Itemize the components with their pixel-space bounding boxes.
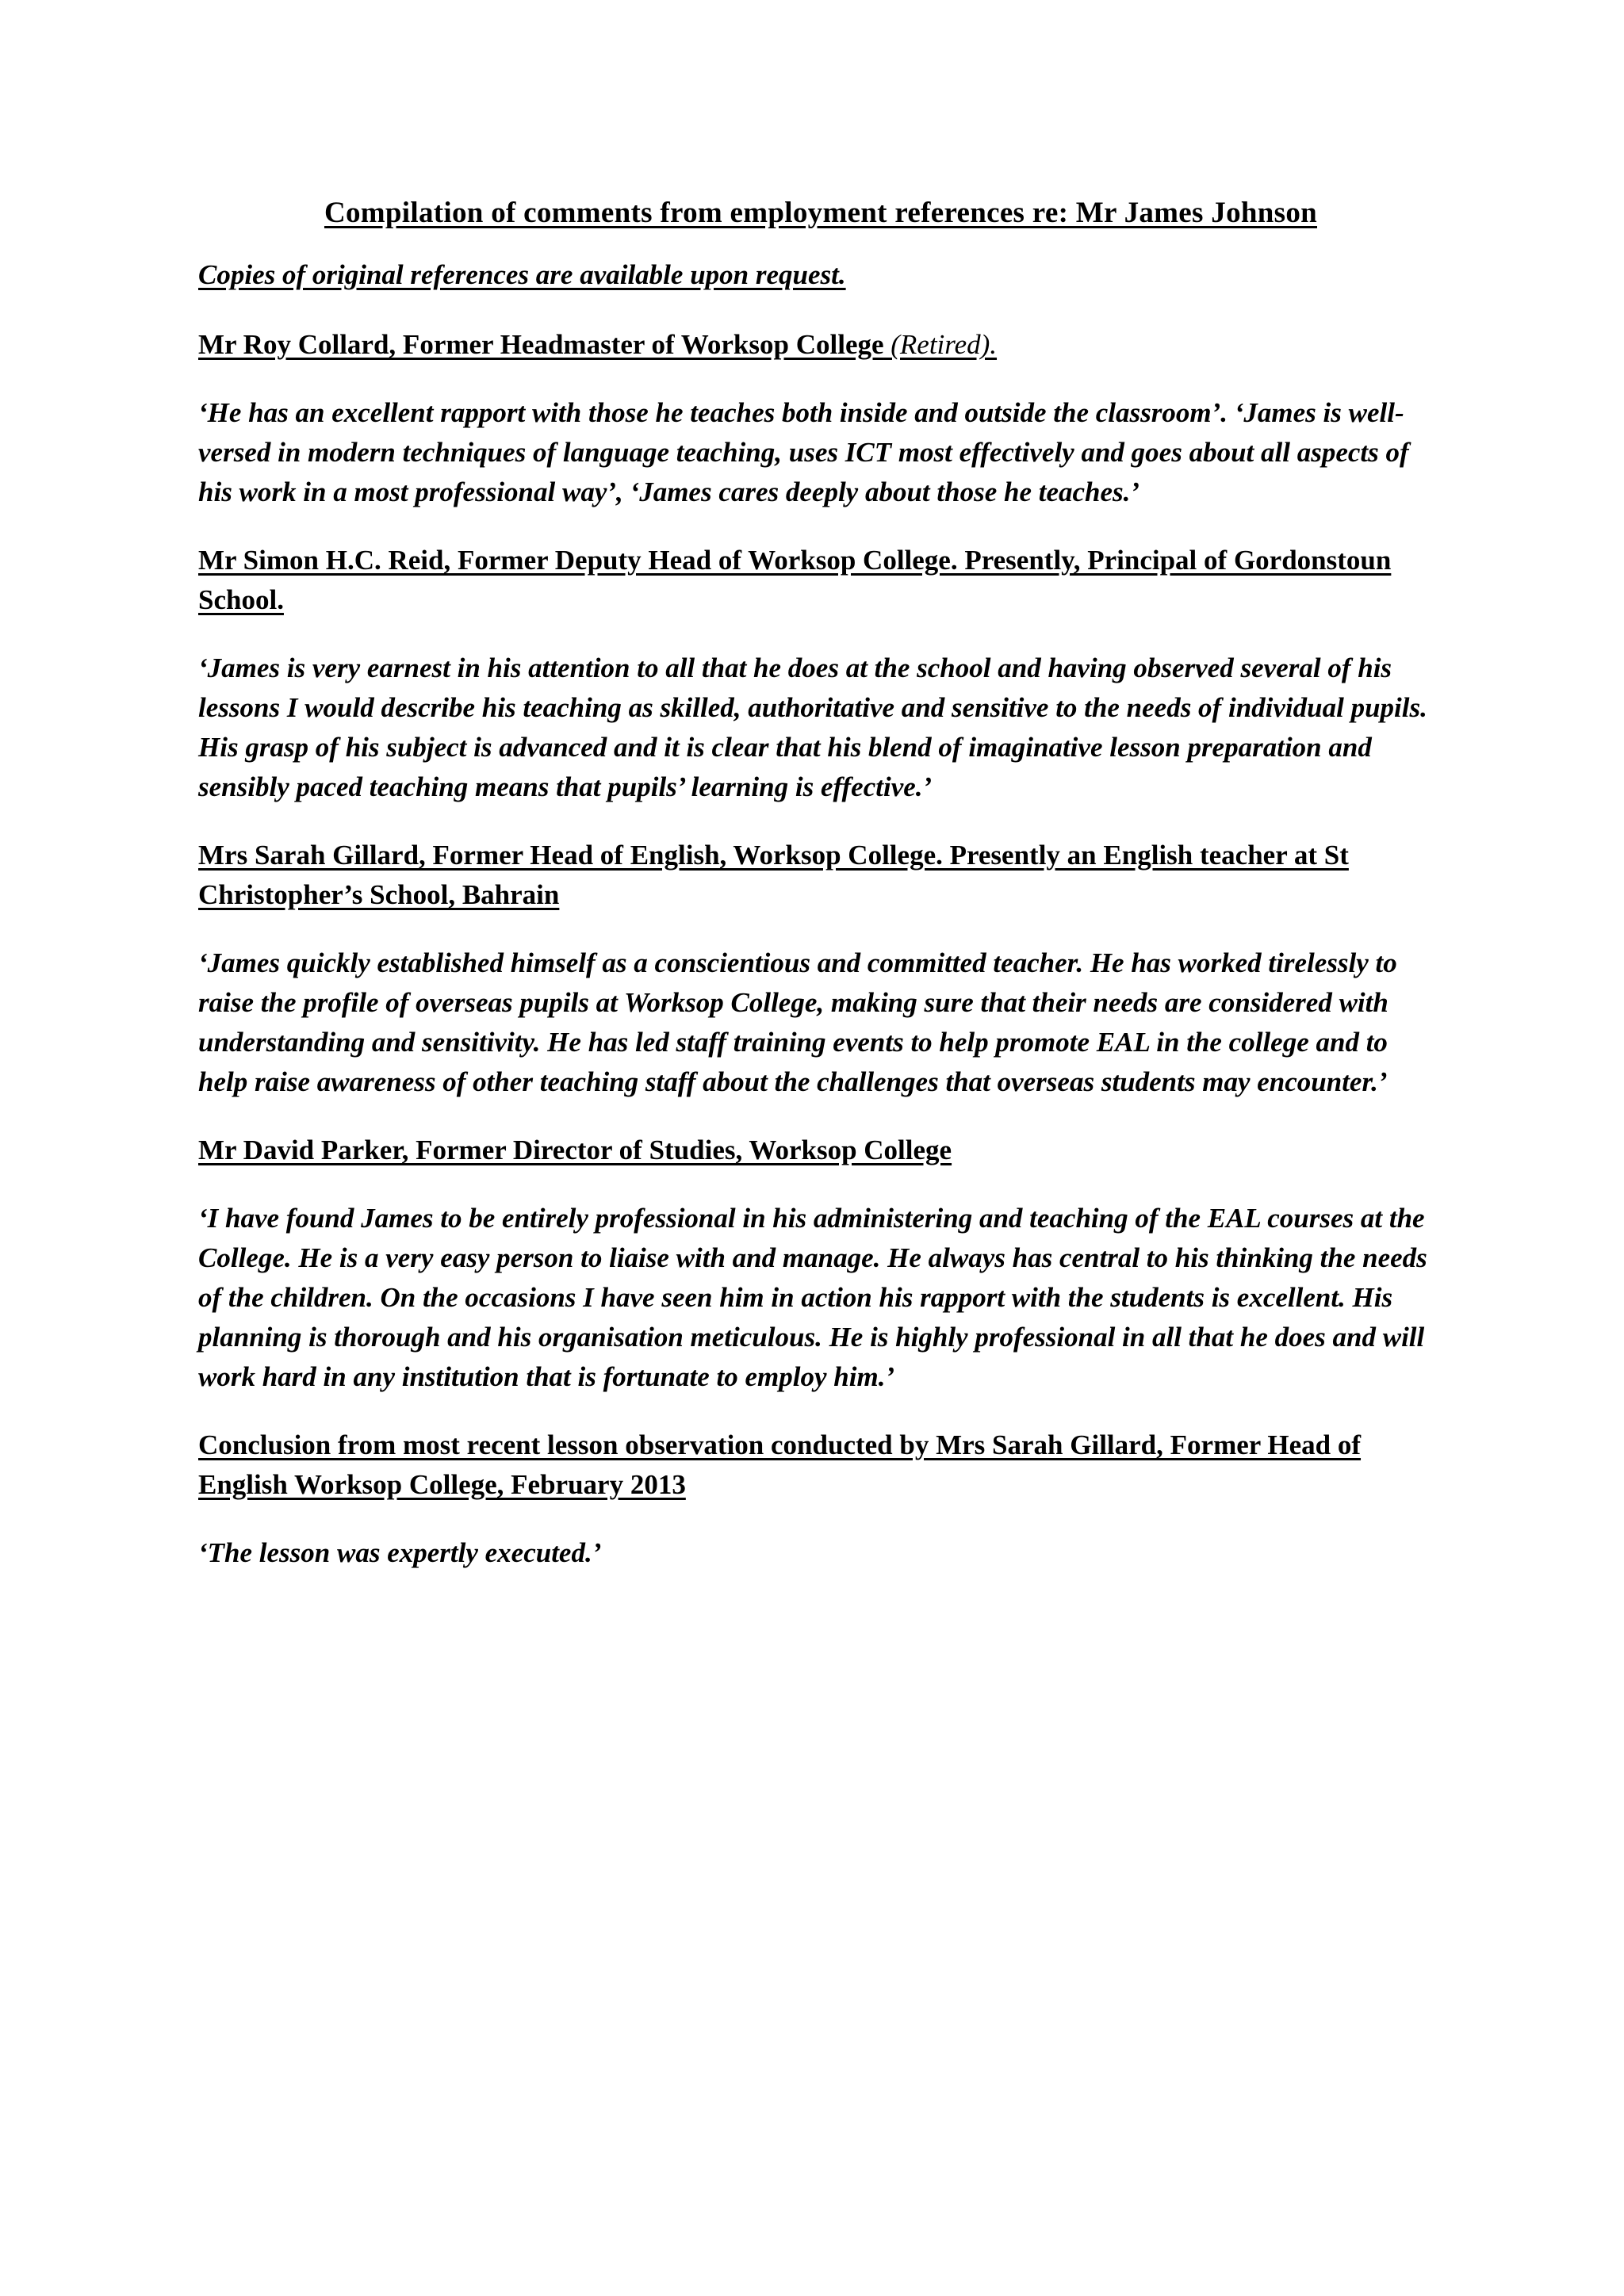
conclusion-quote: ‘The lesson was expertly executed.’	[198, 1537, 602, 1568]
availability-note: Copies of original references are available upon request.	[198, 259, 846, 290]
reference-quote: ‘He has an excellent rapport with those he teaches both inside and outside the classroom’. ‘James is well-versed in modern techniques of language teaching, uses ICT most effectively and goes about all aspects of his work in a most professional way’, ‘James cares deeply about those he teaches.’	[198, 397, 1409, 507]
reference-block	[198, 325, 1443, 512]
reference-heading: Mrs Sarah Gillard, Former Head of English, Worksop College. Presently an English teacher at St Christopher’s School, Bahrain	[198, 840, 1349, 910]
reference-quote: ‘I have found James to be entirely professional in his administering and teaching of the EAL courses at the College. He is a very easy person to liaise with and manage. He always has central to his thinking the needs of the children. On the occasions I have seen him in action his rapport with the students is excellent. His planning is thorough and his organisation meticulous. He is highly professional in all that he does and will work hard in any institution that is fortunate to employ him.’	[198, 1203, 1427, 1392]
reference-quote: ‘James quickly established himself as a conscientious and committed teacher. He has worked tirelessly to raise the profile of overseas pupils at Worksop College, making sure that their needs are considered with understanding and sensitivity. He has led staff training events to help promote EAL in the college and to help raise awareness of other teaching staff about the challenges that overseas students may encounter.’	[198, 947, 1397, 1097]
reference-block	[198, 541, 1443, 807]
reference-heading-extra: (Retired).	[883, 329, 998, 360]
reference-heading: Mr David Parker, Former Director of Studies, Worksop College	[198, 1135, 952, 1165]
conclusion-heading: Conclusion from most recent lesson observation conducted by Mrs Sarah Gillard, Former Head of English Worksop College, February 2013	[198, 1429, 1362, 1500]
reference-block	[198, 1131, 1443, 1397]
document-title: Compilation of comments from employment references re: Mr James Johnson	[324, 197, 1318, 229]
reference-heading: Mr Simon H.C. Reid, Former Deputy Head of Worksop College. Presently, Principal of Gordonstoun School.	[198, 545, 1392, 615]
conclusion-block	[198, 1425, 1443, 1573]
reference-heading-text: Mr Roy Collard, Former Headmaster of Worksop College	[198, 329, 884, 360]
reference-block	[198, 836, 1443, 1102]
document-page	[198, 193, 1443, 1601]
reference-quote: ‘James is very earnest in his attention to all that he does at the school and having observed several of his lessons I would describe his teaching as skilled, authoritative and sensitive to the needs of individual pupils. His grasp of his subject is advanced and it is clear that his blend of imaginative lesson preparation and sensibly paced teaching means that pupils’ learning is effective.’	[198, 652, 1427, 802]
reference-heading	[198, 325, 1443, 365]
